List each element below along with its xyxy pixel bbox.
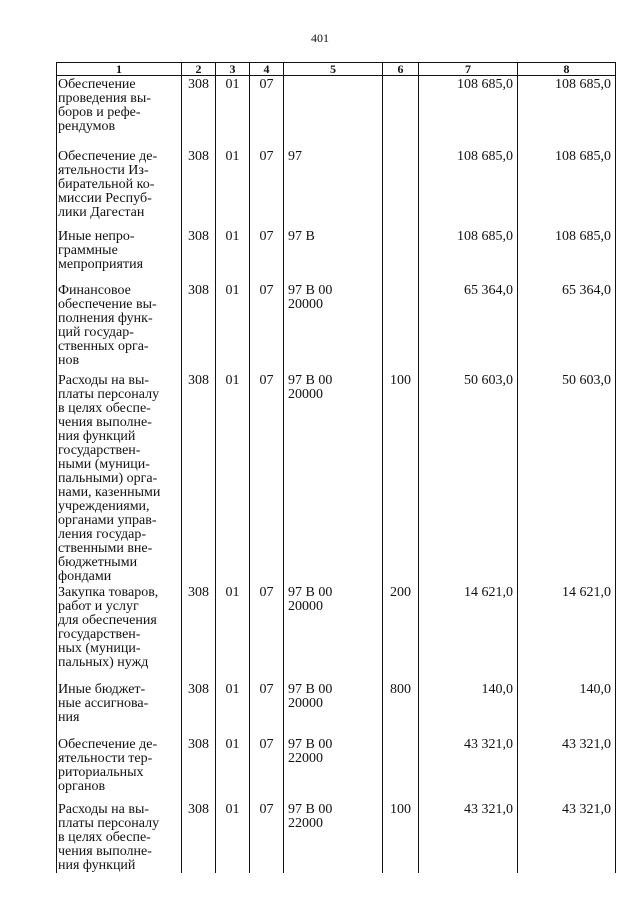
target-article-line: 22000 — [288, 751, 323, 766]
code-ved-cell: 308 — [182, 681, 216, 736]
code-ved-cell: 308 — [182, 148, 216, 228]
row-name-line: ных (муници- — [58, 641, 141, 656]
code-subsection-cell: 07 — [250, 801, 284, 873]
row-name-line: бюджетными — [58, 555, 138, 570]
row-name-line: государствен- — [58, 443, 141, 458]
header-col-5: 5 — [284, 63, 383, 76]
target-article-cell — [284, 372, 383, 584]
row-name-line: пальных) нужд — [58, 655, 149, 670]
amount-col7-cell: 14 621,0 — [419, 584, 518, 681]
budget-table — [56, 62, 616, 873]
row-name-cell — [57, 282, 182, 372]
row-name-line: Расходы на вы- — [58, 373, 150, 388]
header-col-4: 4 — [250, 63, 284, 76]
amount-col8-cell: 108 685,0 — [518, 228, 616, 282]
row-name-line: ций государ- — [58, 325, 134, 340]
table-row — [57, 372, 616, 584]
code-subsection-cell: 07 — [250, 148, 284, 228]
amount-col7-cell: 65 364,0 — [419, 282, 518, 372]
code-ved-cell: 308 — [182, 801, 216, 873]
code-section-cell: 01 — [216, 76, 250, 149]
row-name-line: проведения вы- — [58, 91, 151, 106]
expense-type-cell: 100 — [383, 372, 419, 584]
code-subsection-cell: 07 — [250, 282, 284, 372]
row-name-line: платы персоналу — [58, 387, 160, 402]
row-name-line: боров и рефе- — [58, 105, 141, 120]
code-ved-cell: 308 — [182, 76, 216, 149]
row-name-line: ственными вне- — [58, 541, 153, 556]
row-name-line: ления государ- — [58, 527, 147, 542]
amount-col8-cell: 14 621,0 — [518, 584, 616, 681]
table-body — [57, 76, 616, 874]
row-name-line: чения выполне- — [58, 415, 152, 430]
row-name-cell — [57, 681, 182, 736]
row-name-line: ными (муници- — [58, 457, 150, 472]
table-row — [57, 282, 616, 372]
header-col-6: 6 — [383, 63, 419, 76]
row-name-line: пальными) орга- — [58, 471, 158, 486]
code-ved-cell: 308 — [182, 584, 216, 681]
amount-col7-cell: 108 685,0 — [419, 148, 518, 228]
amount-col7-cell: 108 685,0 — [419, 76, 518, 149]
row-name-line: граммные — [58, 243, 118, 258]
row-name-line: ные ассигнова- — [58, 696, 149, 711]
expense-type-cell — [383, 736, 419, 801]
row-name-line: Обеспечение де- — [58, 149, 158, 164]
table-row — [57, 76, 616, 149]
row-name-line: государствен- — [58, 627, 141, 642]
row-name-cell — [57, 372, 182, 584]
target-article-line: 20000 — [288, 696, 323, 711]
row-name-line: для обеспечения — [58, 613, 157, 628]
expense-type-cell: 800 — [383, 681, 419, 736]
header-row — [57, 63, 616, 76]
row-name-line: ния — [58, 710, 80, 725]
row-name-line: органов — [58, 779, 106, 794]
row-name-cell — [57, 801, 182, 873]
row-name-line: учреждениями, — [58, 499, 150, 514]
target-article-line: 20000 — [288, 599, 323, 614]
expense-type-cell — [383, 228, 419, 282]
target-article-line: 97 В 00 — [288, 682, 333, 697]
code-section-cell: 01 — [216, 282, 250, 372]
row-name-line: Обеспечение — [58, 77, 136, 92]
target-article-line: 97 — [288, 149, 302, 164]
row-name-line: чения выполне- — [58, 844, 152, 859]
code-section-cell: 01 — [216, 584, 250, 681]
row-name-line: Иные бюджет- — [58, 682, 146, 697]
row-name-line: лики Дагестан — [58, 205, 145, 220]
row-name-line: миссии Респуб- — [58, 191, 152, 206]
table-row — [57, 681, 616, 736]
header-col-2: 2 — [182, 63, 216, 76]
amount-col8-cell: 140,0 — [518, 681, 616, 736]
amount-col8-cell: 108 685,0 — [518, 148, 616, 228]
target-article-line: 97 В 00 — [288, 373, 333, 388]
row-name-line: в целях обеспе- — [58, 830, 151, 845]
row-name-cell — [57, 228, 182, 282]
row-name-line: Закупка товаров, — [58, 585, 159, 600]
code-subsection-cell: 07 — [250, 681, 284, 736]
amount-col7-cell: 108 685,0 — [419, 228, 518, 282]
row-name-line: ния функций — [58, 429, 136, 444]
row-name-line: рендумов — [58, 119, 116, 134]
row-name-line: обеспечение вы- — [58, 297, 157, 312]
row-name-cell — [57, 148, 182, 228]
amount-col8-cell: 43 321,0 — [518, 801, 616, 873]
target-article-cell — [284, 801, 383, 873]
target-article-line: 22000 — [288, 816, 323, 831]
row-name-line: работ и услуг — [58, 599, 139, 614]
code-subsection-cell: 07 — [250, 76, 284, 149]
row-name-line: фондами — [58, 569, 112, 584]
row-name-line: Иные непро- — [58, 229, 135, 244]
amount-col7-cell: 50 603,0 — [419, 372, 518, 584]
row-name-cell — [57, 584, 182, 681]
amount-col7-cell: 43 321,0 — [419, 801, 518, 873]
header-col-1: 1 — [57, 63, 182, 76]
row-name-line: мепроприятия — [58, 257, 144, 272]
target-article-cell — [284, 681, 383, 736]
expense-type-cell — [383, 282, 419, 372]
table-row — [57, 148, 616, 228]
target-article-line: 97 В — [288, 229, 315, 244]
target-article-line: 97 В 00 — [288, 737, 333, 752]
target-article-cell — [284, 282, 383, 372]
page-number: 401 — [311, 31, 329, 45]
row-name-line: ятельности тер- — [58, 751, 153, 766]
row-name-line: полнения функ- — [58, 311, 153, 326]
row-name-cell — [57, 736, 182, 801]
code-subsection-cell: 07 — [250, 736, 284, 801]
code-section-cell: 01 — [216, 148, 250, 228]
amount-col8-cell: 43 321,0 — [518, 736, 616, 801]
expense-type-cell: 200 — [383, 584, 419, 681]
target-article-cell — [284, 228, 383, 282]
row-name-line: ния функций — [58, 858, 136, 873]
table-row — [57, 736, 616, 801]
amount-col8-cell: 108 685,0 — [518, 76, 616, 149]
code-ved-cell: 308 — [182, 736, 216, 801]
table-row — [57, 801, 616, 873]
row-name-line: Обеспечение де- — [58, 737, 158, 752]
code-subsection-cell: 07 — [250, 372, 284, 584]
row-name-cell — [57, 76, 182, 149]
expense-type-cell — [383, 148, 419, 228]
code-section-cell: 01 — [216, 736, 250, 801]
target-article-cell — [284, 584, 383, 681]
target-article-line: 97 В 00 — [288, 802, 333, 817]
amount-col8-cell: 65 364,0 — [518, 282, 616, 372]
code-section-cell: 01 — [216, 228, 250, 282]
expense-type-cell — [383, 76, 419, 149]
expense-type-cell: 100 — [383, 801, 419, 873]
code-ved-cell: 308 — [182, 372, 216, 584]
row-name-line: ятельности Из- — [58, 163, 149, 178]
row-name-line: Финансовое — [58, 283, 131, 298]
row-name-line: Расходы на вы- — [58, 802, 150, 817]
code-section-cell: 01 — [216, 801, 250, 873]
row-name-line: риториальных — [58, 765, 144, 780]
row-name-line: ственных орга- — [58, 339, 149, 354]
target-article-cell — [284, 736, 383, 801]
table-row — [57, 228, 616, 282]
code-section-cell: 01 — [216, 681, 250, 736]
table-row — [57, 584, 616, 681]
target-article-line: 20000 — [288, 387, 323, 402]
row-name-line: нов — [58, 353, 80, 368]
row-name-line: органами управ- — [58, 513, 157, 528]
amount-col7-cell: 43 321,0 — [419, 736, 518, 801]
target-article-cell — [284, 148, 383, 228]
code-subsection-cell: 07 — [250, 584, 284, 681]
code-section-cell: 01 — [216, 372, 250, 584]
row-name-line: нами, казенными — [58, 485, 161, 500]
row-name-line: бирательной ко- — [58, 177, 155, 192]
target-article-cell — [284, 76, 383, 149]
row-name-line: в целях обеспе- — [58, 401, 151, 416]
target-article-line: 20000 — [288, 297, 323, 312]
amount-col7-cell: 140,0 — [419, 681, 518, 736]
header-col-3: 3 — [216, 63, 250, 76]
code-ved-cell: 308 — [182, 282, 216, 372]
code-subsection-cell: 07 — [250, 228, 284, 282]
header-col-7: 7 — [419, 63, 518, 76]
amount-col8-cell: 50 603,0 — [518, 372, 616, 584]
target-article-line: 97 В 00 — [288, 283, 333, 298]
target-article-line: 97 В 00 — [288, 585, 333, 600]
row-name-line: платы персоналу — [58, 816, 160, 831]
code-ved-cell: 308 — [182, 228, 216, 282]
header-col-8: 8 — [518, 63, 616, 76]
